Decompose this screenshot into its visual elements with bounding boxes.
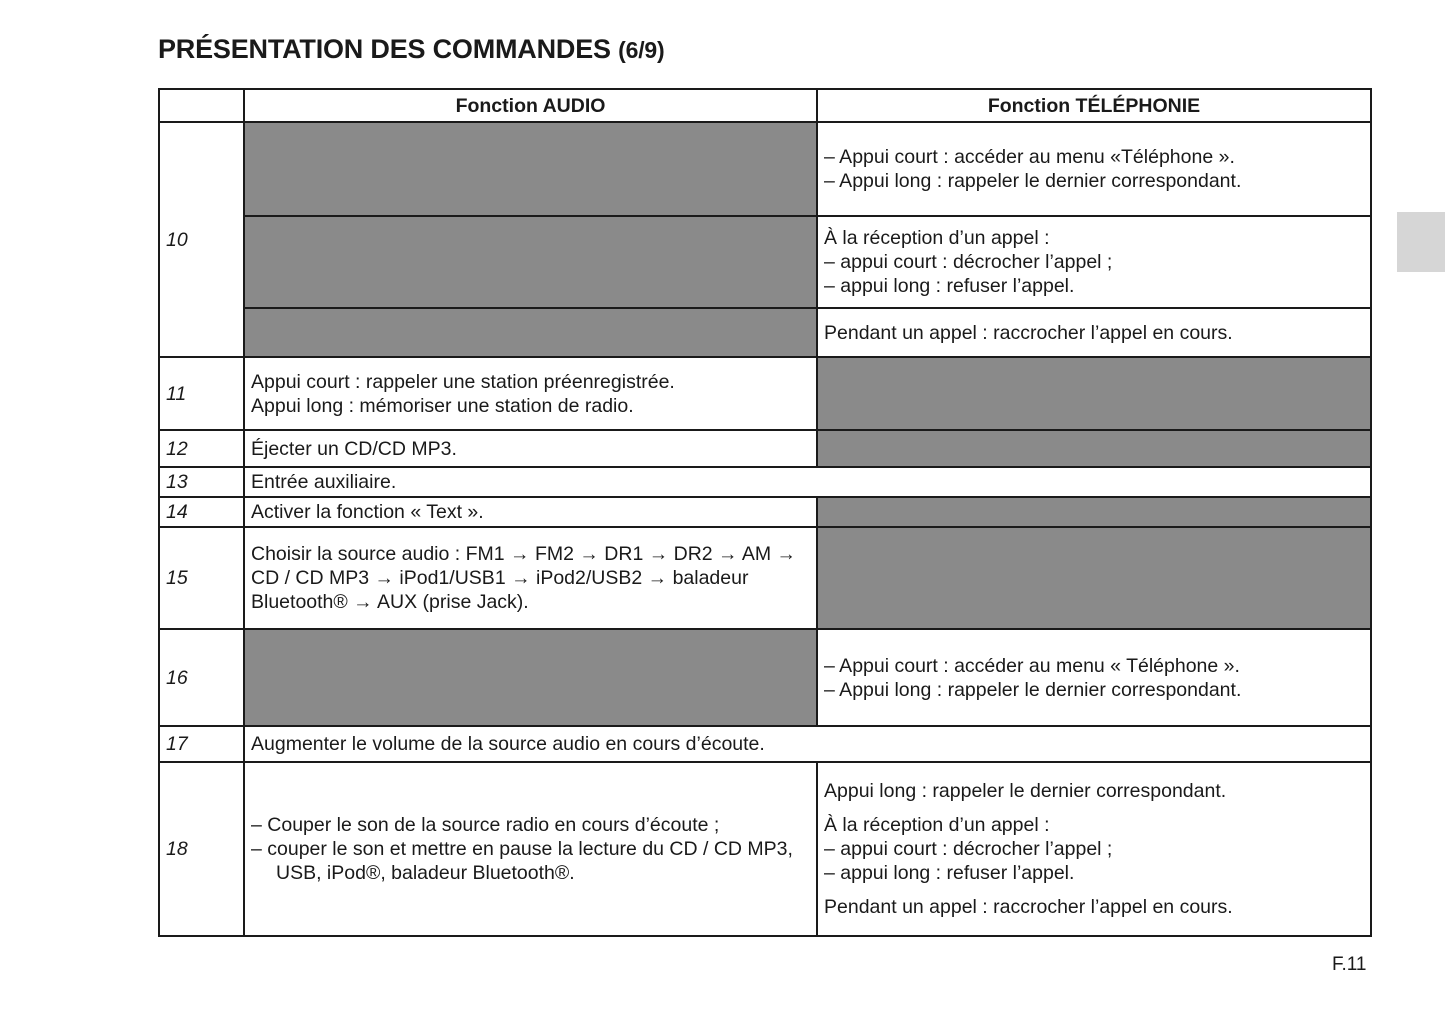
text-line: Pendant un appel : raccrocher l’appel en cours. — [824, 896, 1233, 918]
table-row — [159, 308, 1371, 357]
telephony-cell-empty — [817, 497, 1371, 527]
row-number: 11 — [159, 357, 244, 430]
header-row — [159, 89, 1371, 122]
telephony-cell — [817, 216, 1371, 308]
list-item: – Appui long : rappeler le dernier correspondant. — [824, 170, 1242, 192]
text-line: Appui long : rappeler le dernier correspondant. — [824, 780, 1227, 802]
header-number — [159, 89, 244, 122]
text-line: Appui long : mémoriser une station de radio. — [251, 394, 634, 417]
page-number: F.11 — [1332, 954, 1367, 975]
audio-cell-empty — [244, 308, 817, 357]
telephony-cell-empty — [817, 357, 1371, 430]
telephony-cell-empty — [817, 527, 1371, 629]
header-audio: Fonction AUDIO — [244, 89, 817, 122]
telephony-cell — [817, 122, 1371, 216]
telephony-cell — [817, 762, 1371, 936]
shared-cell: Entrée auxiliaire. — [244, 467, 1371, 497]
table-row — [159, 497, 1371, 527]
audio-cell: Éjecter un CD/CD MP3. — [244, 430, 817, 467]
title-page-indicator: (6/9) — [618, 37, 665, 63]
list-item: – couper le son et mettre en pause la lecture du CD / CD MP3, USB, iPod®, baladeur Bluetooth®. — [251, 838, 793, 884]
list-item: – appui court : décrocher l’appel ; — [824, 251, 1113, 273]
telephony-cell-empty — [817, 430, 1371, 467]
audio-cell: Choisir la source audio : FM1 → FM2 → DR1 → DR2 → AM → CD / CD MP3 → iPod1/USB1 → iPod2/USB2 → baladeur Bluetooth® → AUX (prise Jack). — [244, 527, 817, 629]
title-main: PRÉSENTATION DES COMMANDES — [158, 34, 611, 64]
list-item: – Appui court : accéder au menu « Téléphone ». — [824, 654, 1240, 677]
row-number: 14 — [159, 497, 244, 527]
table-row — [159, 430, 1371, 467]
table-row — [159, 762, 1371, 936]
table-row — [159, 216, 1371, 308]
telephony-cell: Pendant un appel : raccrocher l’appel en cours. — [817, 308, 1371, 357]
table-row — [159, 629, 1371, 726]
list-item: – Couper le son de la source radio en cours d’écoute ; — [251, 814, 720, 836]
row-number: 13 — [159, 467, 244, 497]
table-row — [159, 527, 1371, 629]
telephony-cell — [817, 629, 1371, 726]
row-number: 16 — [159, 629, 244, 726]
row-number: 15 — [159, 527, 244, 629]
row-number: 12 — [159, 430, 244, 467]
row-number: 18 — [159, 762, 244, 936]
list-item: – appui long : refuser l’appel. — [824, 862, 1075, 884]
controls-table — [158, 88, 1372, 937]
text-line: À la réception d’un appel : — [824, 814, 1050, 836]
audio-cell: Activer la fonction « Text ». — [244, 497, 817, 527]
table-row — [159, 467, 1371, 497]
table-row — [159, 726, 1371, 762]
shared-cell: Augmenter le volume de la source audio en cours d’écoute. — [244, 726, 1371, 762]
audio-cell — [244, 357, 817, 430]
list-item: – Appui long : rappeler le dernier correspondant. — [824, 678, 1242, 701]
table-row — [159, 122, 1371, 216]
row-number: 10 — [159, 122, 244, 357]
row-number: 17 — [159, 726, 244, 762]
table-row — [159, 357, 1371, 430]
page-title — [158, 34, 664, 65]
list-item: – appui court : décrocher l’appel ; — [824, 838, 1113, 860]
text-line: À la réception d’un appel : — [824, 227, 1050, 249]
list-item: – Appui court : accéder au menu «Téléphone ». — [824, 146, 1235, 168]
audio-cell-empty — [244, 629, 817, 726]
audio-cell-empty — [244, 122, 817, 216]
audio-cell-empty — [244, 216, 817, 308]
audio-cell — [244, 762, 817, 936]
list-item: – appui long : refuser l’appel. — [824, 275, 1075, 297]
header-telephony: Fonction TÉLÉPHONIE — [817, 89, 1371, 122]
text-line: Appui court : rappeler une station préenregistrée. — [251, 370, 675, 393]
section-tab-marker — [1397, 212, 1445, 272]
